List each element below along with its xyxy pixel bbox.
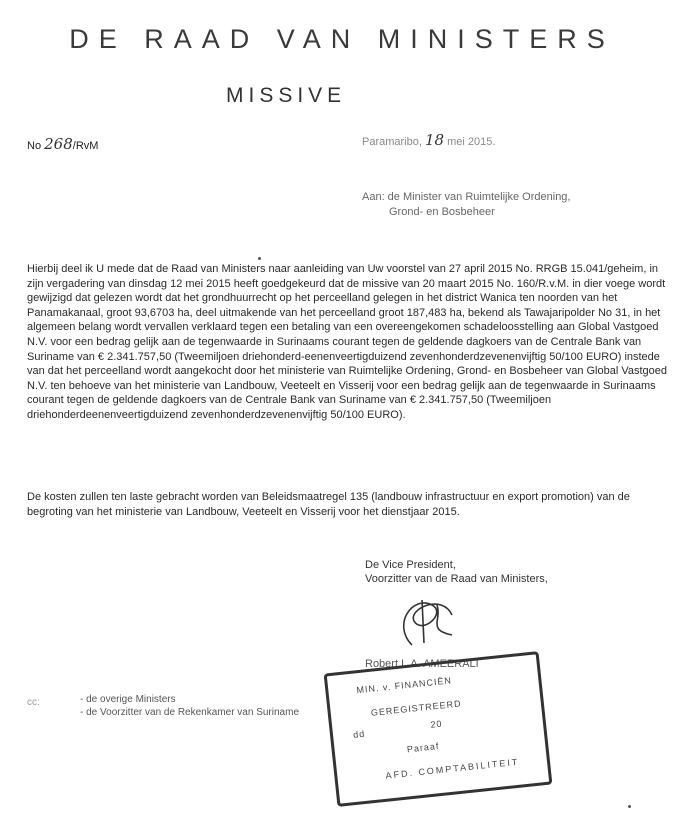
- body-paragraph-1: Hierbij deel ik U mede dat de Raad van Ministers naar aanleiding van Uw voorstel van 27 april 2015 No. RRGB 15.041/geheim, in zijn vergadering van dinsdag 12 mei 2015 heeft goedgekeurd dat de missive van 20 maart 2015 No. 160/R.v.M. in dier voege wordt gewijzigd dat gelezen wordt dat het grondhuurrecht op het perceelland gelegen in het district Wanica ten noorden van het Panamakanaal, groot 93,6703 ha, deel uitmakende van het perceelland groot 187,483 ha, bekend als Tawajaripolder No 31, in het algemeen belang wordt vervallen verklaard tegen een betaling van een overeengekomen schadeloosstelling aan Global Vastgoed N.V. voor een bedrag gelijk aan de tegenwaarde in Surinaams courant tegen de geldende dagkoers van de Centrale Bank van Suriname van € 2.341.757,50 (Tweemiljoen driehonderd-eenenveertigduizend zevenhonderdzevenenvijftig 50/100 EURO) instede van dat het perceelland wordt aangekocht door het ministerie van Ruimtelijke Ordening, Grond- en Bosbeheer van Global Vastgoed N.V. ten behoeve van het ministerie van Landbouw, Veeteelt en Visserij voor een bedrag gelijk aan de tegenwaarde in Surinaams courant tegen de geldende dagkoers van de Centrale Bank van Suriname van € 2.341.757,50 (Tweemiljoen driehonderdeenenveertigduizend zevenhonderdzevenenvijftig 50/100 EURO).: [27, 263, 668, 421]
- stamp-line1: MIN. v. FINANCIËN: [355, 675, 453, 696]
- reference-prefix: No: [27, 140, 42, 152]
- speck: [258, 257, 261, 260]
- document-type: MISSIVE: [226, 84, 347, 107]
- stamp-line5: AFD. COMPTABILITEIT: [385, 756, 520, 781]
- cc-item: - de overige Ministers: [80, 694, 176, 705]
- letterhead-title: DE RAAD VAN MINISTERS: [69, 24, 615, 54]
- reference-number: [27, 135, 98, 153]
- cc-list: [80, 693, 299, 719]
- signer-name: Robert L.A. AMEERALI: [365, 658, 479, 670]
- cc-label: cc:: [27, 697, 40, 708]
- reference-suffix: /RvM: [72, 140, 99, 152]
- speck: [628, 805, 631, 808]
- addressee-line1: Aan: de Minister van Ruimtelijke Ordening,: [362, 191, 571, 203]
- registration-stamp: [324, 651, 553, 807]
- handwritten-signature: [382, 585, 472, 655]
- signer-title: [365, 558, 548, 586]
- body-paragraph-2: De kosten zullen ten laste gebracht worden van Beleidsmaatregel 135 (landbouw infrastructuur en export promotion) van de begroting van het ministerie van Landbouw, Veeteelt en Visserij voor het dienstjaar 2015.: [27, 491, 630, 518]
- date-rest: mei 2015.: [447, 136, 496, 148]
- stamp-line3: 20: [429, 718, 443, 730]
- reference-handwritten-number: 268: [44, 135, 73, 153]
- signer-title-line1: De Vice President,: [365, 559, 456, 571]
- date-handwritten-day: 18: [424, 131, 445, 149]
- stamp-prefix: dd: [352, 728, 366, 740]
- date-place: Paramaribo,: [362, 136, 422, 148]
- stamp-line2: GEREGISTREERD: [370, 698, 462, 718]
- addressee-block: [362, 190, 570, 220]
- cc-item: - de Voorzitter van de Rekenkamer van Suriname: [80, 707, 299, 718]
- stamp-line4: Paraaf: [406, 740, 440, 755]
- date-line: [362, 131, 495, 149]
- signer-title-line2: Voorzitter van de Raad van Ministers,: [365, 573, 548, 585]
- addressee-line2: Grond- en Bosbeheer: [389, 206, 495, 218]
